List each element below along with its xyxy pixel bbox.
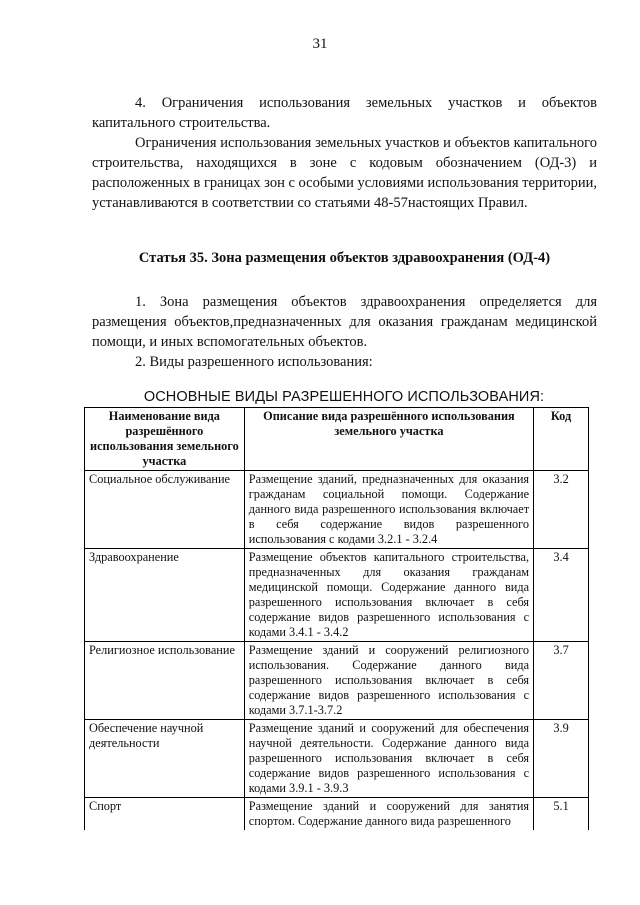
row-description: Размещение зданий и сооружений для обеспечения научной деятельности. Содержание данного вида разрешенного использования включает в себя содержание видов разрешенного использования с кодами 3.9.1 - 3.9.3 — [244, 720, 533, 798]
header-name: Наименование вида разрешённого использования земельного участка — [85, 408, 245, 471]
table-row — [85, 471, 589, 549]
row-description: Размещение зданий и сооружений для занятия спортом. Содержание данного вида разрешенного — [244, 798, 533, 831]
row-code: 3.9 — [534, 720, 589, 798]
header-description: Описание вида разрешённого использования земельного участка — [244, 408, 533, 471]
row-description: Размещение объектов капитального строительства, предназначенных для оказания гражданам медицинской помощи. Содержание данного вида разрешенного использования включает в себя содержание видов разрешенного использования с кодами 3.4.1 - 3.4.2 — [244, 549, 533, 642]
section-4-title: 4. Ограничения использования земельных участков и объектов капитального строительства. — [92, 95, 597, 131]
table-row — [85, 720, 589, 798]
row-name: Социальное обслуживание — [85, 471, 245, 549]
row-code: 5.1 — [534, 798, 589, 831]
row-code: 3.4 — [534, 549, 589, 642]
table-row — [85, 549, 589, 642]
table-header-row — [85, 408, 589, 471]
table-row — [85, 798, 589, 831]
row-code: 3.7 — [534, 642, 589, 720]
row-name: Здравоохранение — [85, 549, 245, 642]
row-description: Размещение зданий и сооружений религиозного использования. Содержание данного вида разрешенного использования включает в себя содержание видов разрешенного использования с кодами 3.7.1-3.7.2 — [244, 642, 533, 720]
row-code: 3.2 — [534, 471, 589, 549]
header-code: Код — [534, 408, 589, 471]
section-4-body: Ограничения использования земельных участков и объектов капитального строительства, находящихся в зоне с кодовым обозначением (ОД-3) и расположенных в границах зон с особыми условиями использования территории, устанавливаются в соответствии со статьями 48-57настоящих Правил. — [92, 135, 597, 211]
article-heading: Статья 35. Зона размещения объектов здравоохранения (ОД-4) — [138, 250, 551, 266]
row-name: Религиозное использование — [85, 642, 245, 720]
row-name: Спорт — [85, 798, 245, 831]
table-row — [85, 642, 589, 720]
page-number: 31 — [312, 36, 328, 52]
table-title: ОСНОВНЫЕ ВИДЫ РАЗРЕШЕННОГО ИСПОЛЬЗОВАНИЯ: — [143, 389, 545, 405]
land-use-table — [84, 407, 589, 830]
article-paragraph-1: 1. Зона размещения объектов здравоохранения определяется для размещения объектов,предназначенных для оказания гражданам медицинской помощи, и иных вспомогательных объектов. — [92, 294, 597, 350]
row-name: Обеспечение научной деятельности — [85, 720, 245, 798]
row-description: Размещение зданий, предназначенных для оказания гражданам социальной помощи. Содержание данного вида разрешенного использования включает в себя содержание видов разрешенного использования с кодами 3.2.1 - 3.2.4 — [244, 471, 533, 549]
article-paragraph-2: 2. Виды разрешенного использования: — [135, 354, 373, 370]
